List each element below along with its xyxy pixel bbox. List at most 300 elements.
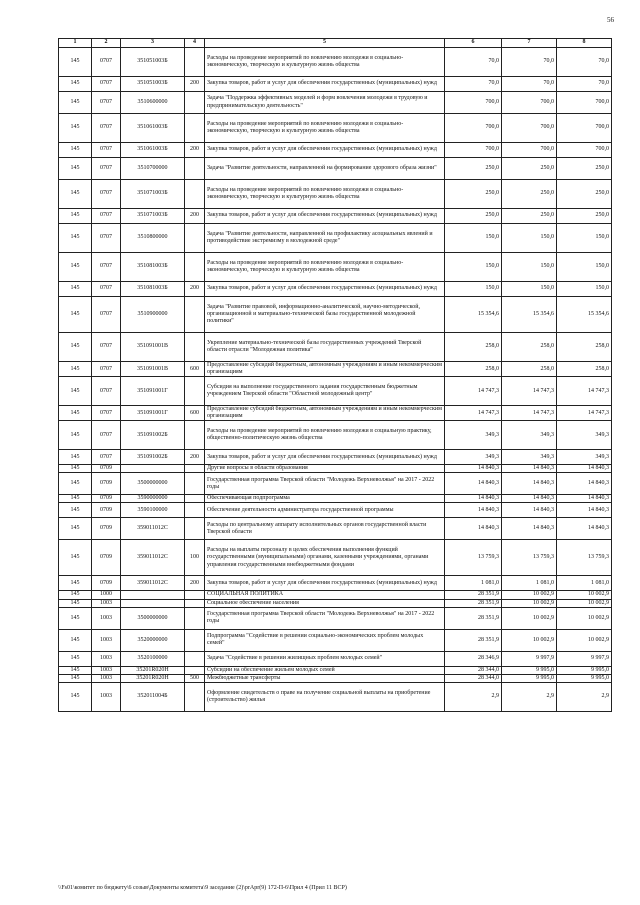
expense-type-cell xyxy=(185,607,205,629)
amount-col7-cell: 9 997,9 xyxy=(502,651,557,666)
amount-col6-cell: 28 351,9 xyxy=(445,607,502,629)
amount-col7-cell: 700,0 xyxy=(502,143,557,158)
amount-col8-cell: 700,0 xyxy=(557,143,612,158)
amount-col8-cell: 349,3 xyxy=(557,421,612,450)
amount-col6-cell: 258,0 xyxy=(445,333,502,362)
table-row xyxy=(59,114,612,143)
amount-col7-cell: 150,0 xyxy=(502,253,557,282)
target-article-cell: 359011012С xyxy=(121,540,185,576)
amount-col7-cell: 349,3 xyxy=(502,421,557,450)
gov-code-cell: 145 xyxy=(59,674,92,682)
amount-col7-cell: 700,0 xyxy=(502,92,557,114)
gov-code-cell: 145 xyxy=(59,114,92,143)
amount-col8-cell: 150,0 xyxy=(557,224,612,253)
gov-code-cell: 145 xyxy=(59,224,92,253)
description-cell: Субсидия на выполнение государственного задания государственным бюджетным учреждением Тверской области "Областной молодежный центр" xyxy=(205,377,445,406)
target-article-cell: 352011004Б xyxy=(121,682,185,711)
description-cell: Закупка товаров, работ и услуг для обеспечения государственных (муниципальных) нужд xyxy=(205,77,445,92)
table-row xyxy=(59,158,612,180)
expense-type-cell xyxy=(185,591,205,599)
gov-code-cell: 145 xyxy=(59,629,92,651)
target-article-cell: 35201R020Н xyxy=(121,674,185,682)
amount-col8-cell: 14 747,3 xyxy=(557,377,612,406)
section-code-cell: 0709 xyxy=(92,540,121,576)
amount-col7-cell: 150,0 xyxy=(502,282,557,297)
table-row xyxy=(59,674,612,682)
amount-col7-cell: 150,0 xyxy=(502,224,557,253)
amount-col6-cell: 250,0 xyxy=(445,158,502,180)
amount-col7-cell: 10 002,9 xyxy=(502,629,557,651)
expense-type-cell: 200 xyxy=(185,576,205,591)
target-article-cell: 3510600000 xyxy=(121,92,185,114)
expense-type-cell xyxy=(185,48,205,77)
gov-code-cell: 145 xyxy=(59,180,92,209)
gov-code-cell: 145 xyxy=(59,77,92,92)
target-article-cell: 351061003Б xyxy=(121,143,185,158)
description-cell: Социальное обеспечение населения xyxy=(205,599,445,607)
section-code-cell: 1003 xyxy=(92,607,121,629)
target-article-cell: 3510800000 xyxy=(121,224,185,253)
amount-col8-cell: 9 995,0 xyxy=(557,674,612,682)
gov-code-cell: 145 xyxy=(59,362,92,377)
target-article-cell xyxy=(121,599,185,607)
section-code-cell: 0707 xyxy=(92,114,121,143)
section-code-cell: 0707 xyxy=(92,143,121,158)
table-row xyxy=(59,333,612,362)
target-article-cell: 35201R020Н xyxy=(121,666,185,674)
description-cell: Закупка товаров, работ и услуг для обеспечения государственных (муниципальных) нужд xyxy=(205,450,445,465)
expense-type-cell: 600 xyxy=(185,406,205,421)
section-code-cell: 0707 xyxy=(92,362,121,377)
amount-col8-cell: 14 840,3 xyxy=(557,495,612,503)
amount-col7-cell: 349,3 xyxy=(502,450,557,465)
table-row xyxy=(59,421,612,450)
amount-col8-cell: 250,0 xyxy=(557,209,612,224)
amount-col8-cell: 14 747,3 xyxy=(557,406,612,421)
amount-col8-cell: 9 997,9 xyxy=(557,651,612,666)
description-cell: Обеспечивающая подпрограмма xyxy=(205,495,445,503)
footer-path: \\Fs01\комитет по бюджету\6 созыв\Документы комитета\9 заседание (2)\prApr(9) 172-П-6\Прил 4 (Прил 11 ВСР) xyxy=(58,885,347,891)
expense-type-cell xyxy=(185,629,205,651)
amount-col7-cell: 9 995,0 xyxy=(502,674,557,682)
amount-col6-cell: 250,0 xyxy=(445,209,502,224)
description-cell: Расходы на проведение мероприятий по вовлечению молодежи в социально-экономическую, творческую и культурную жизнь общества xyxy=(205,114,445,143)
amount-col6-cell: 28 346,9 xyxy=(445,651,502,666)
target-article-cell: 351091001В xyxy=(121,333,185,362)
gov-code-cell: 145 xyxy=(59,209,92,224)
amount-col7-cell: 700,0 xyxy=(502,114,557,143)
expense-type-cell xyxy=(185,114,205,143)
section-code-cell: 0707 xyxy=(92,224,121,253)
description-cell: Расходы на проведение мероприятий по вовлечению молодежи в социальную практику, общественно-политическую жизнь общества xyxy=(205,421,445,450)
target-article-cell xyxy=(121,465,185,473)
description-cell: СОЦИАЛЬНАЯ ПОЛИТИКА xyxy=(205,591,445,599)
expense-type-cell xyxy=(185,599,205,607)
section-code-cell: 1003 xyxy=(92,629,121,651)
table-row xyxy=(59,48,612,77)
target-article-cell: 3510700000 xyxy=(121,158,185,180)
description-cell: Предоставление субсидий бюджетным, автономным учреждениям и иным некоммерческим организациям xyxy=(205,406,445,421)
amount-col7-cell: 9 995,0 xyxy=(502,666,557,674)
amount-col7-cell: 10 002,9 xyxy=(502,607,557,629)
amount-col8-cell: 250,0 xyxy=(557,158,612,180)
expense-type-cell xyxy=(185,503,205,518)
header-cell-8: 8 xyxy=(557,39,612,48)
header-cell-2: 2 xyxy=(92,39,121,48)
description-cell: Межбюджетные трансферты xyxy=(205,674,445,682)
amount-col8-cell: 14 840,3 xyxy=(557,465,612,473)
gov-code-cell: 145 xyxy=(59,465,92,473)
section-code-cell: 0707 xyxy=(92,421,121,450)
amount-col8-cell: 13 759,3 xyxy=(557,540,612,576)
amount-col6-cell: 14 840,3 xyxy=(445,465,502,473)
amount-col7-cell: 15 354,6 xyxy=(502,297,557,333)
expense-type-cell xyxy=(185,465,205,473)
section-code-cell: 0707 xyxy=(92,92,121,114)
gov-code-cell: 145 xyxy=(59,421,92,450)
gov-code-cell: 145 xyxy=(59,651,92,666)
description-cell: Государственная программа Тверской области "Молодежь Верхневолжья" на 2017 - 2022 годы xyxy=(205,473,445,495)
table-row xyxy=(59,362,612,377)
description-cell: Задача "Развитие деятельности, направленной на формирование здорового образа жизни" xyxy=(205,158,445,180)
amount-col6-cell: 349,3 xyxy=(445,450,502,465)
amount-col7-cell: 1 081,0 xyxy=(502,576,557,591)
target-article-cell: 351071003Б xyxy=(121,209,185,224)
amount-col6-cell: 1 081,0 xyxy=(445,576,502,591)
amount-col8-cell: 10 002,9 xyxy=(557,629,612,651)
header-cell-3: 3 xyxy=(121,39,185,48)
amount-col6-cell: 14 747,3 xyxy=(445,377,502,406)
gov-code-cell: 145 xyxy=(59,518,92,540)
expense-type-cell: 100 xyxy=(185,540,205,576)
target-article-cell: 351051003Б xyxy=(121,77,185,92)
description-cell: Расходы на проведение мероприятий по вовлечению молодежи в социально-экономическую, творческую и культурную жизнь общества xyxy=(205,48,445,77)
amount-col7-cell: 258,0 xyxy=(502,362,557,377)
amount-col8-cell: 10 002,9 xyxy=(557,591,612,599)
table-row xyxy=(59,297,612,333)
table-row xyxy=(59,495,612,503)
header-cell-5: 5 xyxy=(205,39,445,48)
amount-col7-cell: 70,0 xyxy=(502,77,557,92)
description-cell: Закупка товаров, работ и услуг для обеспечения государственных (муниципальных) нужд xyxy=(205,143,445,158)
amount-col8-cell: 258,0 xyxy=(557,333,612,362)
amount-col6-cell: 28 351,9 xyxy=(445,591,502,599)
table-row xyxy=(59,406,612,421)
section-code-cell: 0707 xyxy=(92,48,121,77)
header-cell-7: 7 xyxy=(502,39,557,48)
gov-code-cell: 145 xyxy=(59,450,92,465)
table-row xyxy=(59,540,612,576)
amount-col7-cell: 258,0 xyxy=(502,333,557,362)
section-code-cell: 0707 xyxy=(92,333,121,362)
gov-code-cell: 145 xyxy=(59,599,92,607)
description-cell: Подпрограмма "Содействие в решении социально-экономических проблем молодых семей" xyxy=(205,629,445,651)
expense-type-cell xyxy=(185,518,205,540)
expense-type-cell xyxy=(185,224,205,253)
gov-code-cell: 145 xyxy=(59,503,92,518)
expense-type-cell xyxy=(185,377,205,406)
description-cell: Задача "Развитие правовой, информационно-аналитической, научно-методической, организационной и материально-технической базы государственной молодежной политики" xyxy=(205,297,445,333)
table-row xyxy=(59,666,612,674)
amount-col6-cell: 70,0 xyxy=(445,48,502,77)
amount-col6-cell: 700,0 xyxy=(445,143,502,158)
expense-type-cell: 200 xyxy=(185,282,205,297)
description-cell: Укрепление материально-технической базы государственных учреждений Тверской области отрасли "Молодежная политика" xyxy=(205,333,445,362)
amount-col7-cell: 10 002,9 xyxy=(502,599,557,607)
description-cell: Задача "Поддержка эффективных моделей и форм вовлечения молодежи в трудовую и предпринимательскую деятельность" xyxy=(205,92,445,114)
description-cell: Расходы на проведение мероприятий по вовлечению молодежи в социально-экономическую, творческую и культурную жизнь общества xyxy=(205,180,445,209)
target-article-cell: 351091001В xyxy=(121,362,185,377)
expense-type-cell: 200 xyxy=(185,209,205,224)
header-cell-1: 1 xyxy=(59,39,92,48)
amount-col8-cell: 150,0 xyxy=(557,253,612,282)
section-code-cell: 0709 xyxy=(92,518,121,540)
section-code-cell: 0709 xyxy=(92,576,121,591)
section-code-cell: 0707 xyxy=(92,282,121,297)
table-row xyxy=(59,77,612,92)
amount-col8-cell: 349,3 xyxy=(557,450,612,465)
description-cell: Другие вопросы в области образования xyxy=(205,465,445,473)
expense-type-cell xyxy=(185,253,205,282)
table-row xyxy=(59,591,612,599)
gov-code-cell: 145 xyxy=(59,682,92,711)
amount-col6-cell: 250,0 xyxy=(445,180,502,209)
amount-col7-cell: 250,0 xyxy=(502,180,557,209)
amount-col7-cell: 10 002,9 xyxy=(502,591,557,599)
expense-type-cell xyxy=(185,333,205,362)
description-cell: Обеспечение деятельности администратора государственной программы xyxy=(205,503,445,518)
section-code-cell: 0707 xyxy=(92,450,121,465)
target-article-cell: 3590000000 xyxy=(121,495,185,503)
gov-code-cell: 145 xyxy=(59,282,92,297)
target-article-cell: 3520100000 xyxy=(121,651,185,666)
amount-col6-cell: 14 840,3 xyxy=(445,495,502,503)
section-code-cell: 1003 xyxy=(92,599,121,607)
gov-code-cell: 145 xyxy=(59,253,92,282)
amount-col6-cell: 258,0 xyxy=(445,362,502,377)
target-article-cell: 351091001Г xyxy=(121,377,185,406)
section-code-cell: 0707 xyxy=(92,158,121,180)
amount-col7-cell: 14 840,3 xyxy=(502,518,557,540)
expense-type-cell: 500 xyxy=(185,674,205,682)
gov-code-cell: 145 xyxy=(59,406,92,421)
expense-type-cell xyxy=(185,92,205,114)
expense-type-cell xyxy=(185,421,205,450)
amount-col8-cell: 70,0 xyxy=(557,77,612,92)
section-code-cell: 1003 xyxy=(92,651,121,666)
description-cell: Закупка товаров, работ и услуг для обеспечения государственных (муниципальных) нужд xyxy=(205,282,445,297)
target-article-cell: 359011012С xyxy=(121,576,185,591)
table-row xyxy=(59,465,612,473)
gov-code-cell: 145 xyxy=(59,143,92,158)
section-code-cell: 0707 xyxy=(92,253,121,282)
table-row xyxy=(59,651,612,666)
expense-type-cell xyxy=(185,473,205,495)
section-code-cell: 0707 xyxy=(92,406,121,421)
description-cell: Оформление свидетельств о праве на получение социальной выплаты на приобретение (строительство) жилья xyxy=(205,682,445,711)
target-article-cell: 3510900000 xyxy=(121,297,185,333)
description-cell: Расходы по центральному аппарату исполнительных органов государственной власти Тверской области xyxy=(205,518,445,540)
gov-code-cell: 145 xyxy=(59,297,92,333)
description-cell: Закупка товаров, работ и услуг для обеспечения государственных (муниципальных) нужд xyxy=(205,209,445,224)
gov-code-cell: 145 xyxy=(59,607,92,629)
gov-code-cell: 145 xyxy=(59,158,92,180)
table-row xyxy=(59,143,612,158)
gov-code-cell: 145 xyxy=(59,333,92,362)
amount-col6-cell: 150,0 xyxy=(445,253,502,282)
section-code-cell: 1003 xyxy=(92,682,121,711)
section-code-cell: 0707 xyxy=(92,77,121,92)
amount-col8-cell: 250,0 xyxy=(557,180,612,209)
table-row xyxy=(59,92,612,114)
amount-col8-cell: 150,0 xyxy=(557,282,612,297)
table-row xyxy=(59,473,612,495)
expense-type-cell xyxy=(185,651,205,666)
table-row xyxy=(59,209,612,224)
amount-col6-cell: 70,0 xyxy=(445,77,502,92)
section-code-cell: 0707 xyxy=(92,297,121,333)
amount-col8-cell: 14 840,3 xyxy=(557,503,612,518)
amount-col8-cell: 10 002,9 xyxy=(557,599,612,607)
expense-type-cell: 600 xyxy=(185,362,205,377)
section-code-cell: 1000 xyxy=(92,591,121,599)
expense-type-cell xyxy=(185,297,205,333)
expense-type-cell xyxy=(185,495,205,503)
table-row xyxy=(59,629,612,651)
amount-col8-cell: 258,0 xyxy=(557,362,612,377)
amount-col6-cell: 700,0 xyxy=(445,114,502,143)
table-row xyxy=(59,253,612,282)
amount-col7-cell: 2,9 xyxy=(502,682,557,711)
description-cell: Субсидии на обеспечение жильем молодых семей xyxy=(205,666,445,674)
expense-type-cell xyxy=(185,158,205,180)
target-article-cell: 359011012С xyxy=(121,518,185,540)
amount-col8-cell: 70,0 xyxy=(557,48,612,77)
amount-col8-cell: 2,9 xyxy=(557,682,612,711)
gov-code-cell: 145 xyxy=(59,576,92,591)
section-code-cell: 0709 xyxy=(92,495,121,503)
description-cell: Расходы на проведение мероприятий по вовлечению молодежи в социально-экономическую, творческую и культурную жизнь общества xyxy=(205,253,445,282)
amount-col6-cell: 150,0 xyxy=(445,224,502,253)
header-cell-4: 4 xyxy=(185,39,205,48)
amount-col6-cell: 28 344,0 xyxy=(445,666,502,674)
table-row xyxy=(59,282,612,297)
gov-code-cell: 145 xyxy=(59,473,92,495)
amount-col7-cell: 14 747,3 xyxy=(502,406,557,421)
target-article-cell: 3500000000 xyxy=(121,473,185,495)
target-article-cell: 351071003Б xyxy=(121,180,185,209)
table-row xyxy=(59,599,612,607)
header-cell-6: 6 xyxy=(445,39,502,48)
expense-type-cell xyxy=(185,666,205,674)
section-code-cell: 1003 xyxy=(92,666,121,674)
amount-col7-cell: 14 840,3 xyxy=(502,473,557,495)
description-cell: Закупка товаров, работ и услуг для обеспечения государственных (муниципальных) нужд xyxy=(205,576,445,591)
amount-col8-cell: 700,0 xyxy=(557,114,612,143)
target-article-cell xyxy=(121,591,185,599)
section-code-cell: 0707 xyxy=(92,209,121,224)
amount-col6-cell: 14 840,3 xyxy=(445,518,502,540)
amount-col7-cell: 70,0 xyxy=(502,48,557,77)
description-cell: Задача "Развитие деятельности, направленной на профилактику асоциальных явлений и противодействие экстремизму в молодежной среде" xyxy=(205,224,445,253)
section-code-cell: 0709 xyxy=(92,503,121,518)
amount-col6-cell: 15 354,6 xyxy=(445,297,502,333)
amount-col7-cell: 14 747,3 xyxy=(502,377,557,406)
description-cell: Государственная программа Тверской области "Молодежь Верхневолжья" на 2017 - 2022 годы xyxy=(205,607,445,629)
amount-col6-cell: 28 351,9 xyxy=(445,629,502,651)
expense-type-cell: 200 xyxy=(185,77,205,92)
header-row xyxy=(59,39,612,48)
table-row xyxy=(59,607,612,629)
amount-col8-cell: 1 081,0 xyxy=(557,576,612,591)
target-article-cell: 351081003Б xyxy=(121,253,185,282)
table-row xyxy=(59,180,612,209)
target-article-cell: 351091001Г xyxy=(121,406,185,421)
gov-code-cell: 145 xyxy=(59,495,92,503)
gov-code-cell: 145 xyxy=(59,377,92,406)
table-row xyxy=(59,682,612,711)
amount-col6-cell: 14 747,3 xyxy=(445,406,502,421)
expense-type-cell: 200 xyxy=(185,143,205,158)
gov-code-cell: 145 xyxy=(59,92,92,114)
table-row xyxy=(59,503,612,518)
amount-col7-cell: 13 759,3 xyxy=(502,540,557,576)
page-number: 56 xyxy=(607,16,614,24)
table-row xyxy=(59,450,612,465)
amount-col6-cell: 28 351,9 xyxy=(445,599,502,607)
description-cell: Расходы на выплаты персоналу в целях обеспечения выполнения функций государственными (муниципальными) органами, казенными учреждениями, органами управления государственными внебюджетными фондами xyxy=(205,540,445,576)
target-article-cell: 351081003Б xyxy=(121,282,185,297)
amount-col8-cell: 14 840,3 xyxy=(557,518,612,540)
amount-col7-cell: 250,0 xyxy=(502,209,557,224)
amount-col6-cell: 14 840,3 xyxy=(445,473,502,495)
target-article-cell: 351091002Б xyxy=(121,450,185,465)
target-article-cell: 3500000000 xyxy=(121,607,185,629)
section-code-cell: 1003 xyxy=(92,674,121,682)
target-article-cell: 351091002Б xyxy=(121,421,185,450)
table-row xyxy=(59,576,612,591)
amount-col7-cell: 14 840,3 xyxy=(502,495,557,503)
description-cell: Предоставление субсидий бюджетным, автономным учреждениям и иным некоммерческим организациям xyxy=(205,362,445,377)
amount-col8-cell: 700,0 xyxy=(557,92,612,114)
amount-col8-cell: 14 840,3 xyxy=(557,473,612,495)
expense-type-cell xyxy=(185,682,205,711)
amount-col6-cell: 28 344,0 xyxy=(445,674,502,682)
target-article-cell: 351051003Б xyxy=(121,48,185,77)
amount-col6-cell: 349,3 xyxy=(445,421,502,450)
amount-col7-cell: 250,0 xyxy=(502,158,557,180)
amount-col8-cell: 10 002,9 xyxy=(557,607,612,629)
target-article-cell: 3590100000 xyxy=(121,503,185,518)
amount-col7-cell: 14 840,3 xyxy=(502,465,557,473)
section-code-cell: 0707 xyxy=(92,377,121,406)
gov-code-cell: 145 xyxy=(59,540,92,576)
gov-code-cell: 145 xyxy=(59,591,92,599)
table-row xyxy=(59,518,612,540)
amount-col6-cell: 150,0 xyxy=(445,282,502,297)
gov-code-cell: 145 xyxy=(59,666,92,674)
amount-col6-cell: 14 840,3 xyxy=(445,503,502,518)
table-row xyxy=(59,224,612,253)
target-article-cell: 3520000000 xyxy=(121,629,185,651)
expense-type-cell xyxy=(185,180,205,209)
amount-col6-cell: 700,0 xyxy=(445,92,502,114)
description-cell: Задача "Содействие в решении жилищных проблем молодых семей" xyxy=(205,651,445,666)
budget-table xyxy=(58,38,612,712)
section-code-cell: 0709 xyxy=(92,473,121,495)
section-code-cell: 0707 xyxy=(92,180,121,209)
amount-col6-cell: 13 759,3 xyxy=(445,540,502,576)
